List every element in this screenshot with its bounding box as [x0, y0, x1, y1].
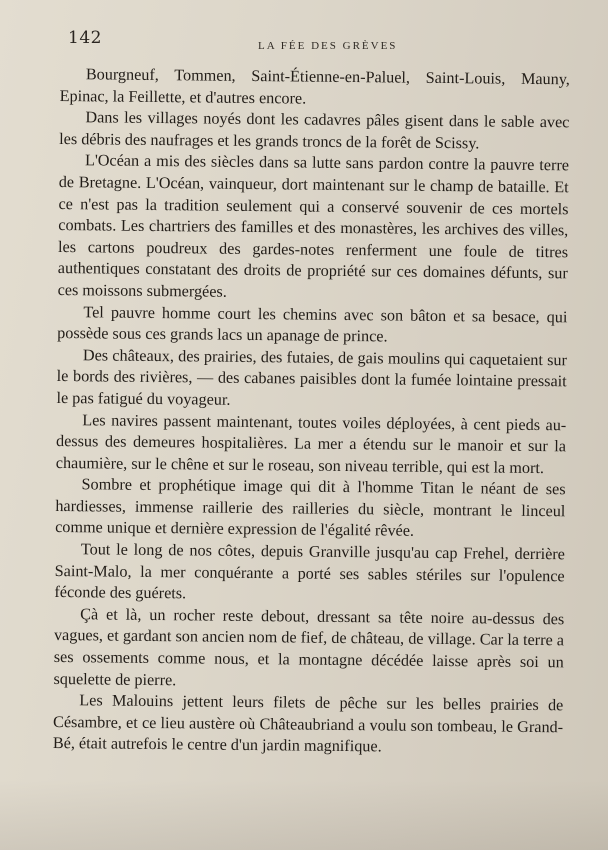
page-number: 142: [68, 28, 102, 48]
paragraph: Des châteaux, des prairies, des futaies, de gais moulins qui caquetaient sur le bords des rivières, — des cabanes paisibles dont la fumée lointaine pressait le pas fatigué du voyageur.: [56, 345, 568, 409]
paragraph: Bourgneuf, Tommen, Saint-Étienne-en-Paluel, Saint-Louis, Mauny, Epinac, la Feillette, et d'autres encore.: [59, 65, 570, 108]
running-head: LA FÉE DES GRÈVES: [258, 40, 398, 52]
paragraph: Sombre et prophétique image qui dit à l'homme Titan le néant de ses hardiesses, immense raillerie des railleries du siècle, montrant le linceul comme unique et dernière expression de l'égalité rêvée.: [55, 475, 566, 541]
paragraph: Dans les villages noyés dont les cadavres pâles gisent dans le sable avec les débris des naufrages et les grands troncs de la forêt de Scissy.: [59, 108, 570, 153]
paragraph: Çà et là, un rocher reste debout, dressant sa tête noire au-dessus des vagues, et gardant son ancien nom de fief, de château, de village. Car la terre a ses ossements comme nous, et la montagne décédée laisse après soi un squelette de pierre.: [53, 605, 565, 689]
body-text: [53, 64, 570, 760]
paragraph: Tout le long de nos côtes, depuis Granville jusqu'au cap Frehel, derrière Saint-Malo, la mer conquérante a porté ses sables stériles sur l'opulence féconde des guérets.: [54, 540, 565, 603]
paragraph: Les navires passent maintenant, toutes voiles déployées, à cent pieds au-dessus des demeures hospitalières. La mer a étendu sur le manoir et sur la chaumière, sur le chêne et sur le roseau, son niveau terrible, qui est la mort.: [55, 410, 567, 477]
page-header: [68, 28, 568, 52]
paragraph: Tel pauvre homme court les chemins avec son bâton et sa besace, qui possède sous ces grands lacs un apanage de prince.: [57, 302, 568, 346]
page-shadow: [0, 780, 608, 850]
paragraph: L'Océan a mis des siècles dans sa lutte sans pardon contre la pauvre terre de Bretagne. L'Océan, vainqueur, dort maintenant sur le champ de bataille. Et ce n'est pas la tradition seulement qui a conservé souvenir de ces mortels combats. Les chartriers des familles et des monastères, les archives des villes, les cartons poudreux des gardes-notes renferment une foule de titres authentiques constatant des droits de propriété sur ces domaines défunts, sur ces moissons submergées.: [57, 151, 570, 301]
paragraph: Les Malouins jettent leurs filets de pêche sur les belles prairies de Césambre, et ce lieu austère où Châteaubriand a voulu son tombeau, le Grand-Bé, était autrefois le centre d'un jardin magnifique.: [52, 691, 564, 756]
